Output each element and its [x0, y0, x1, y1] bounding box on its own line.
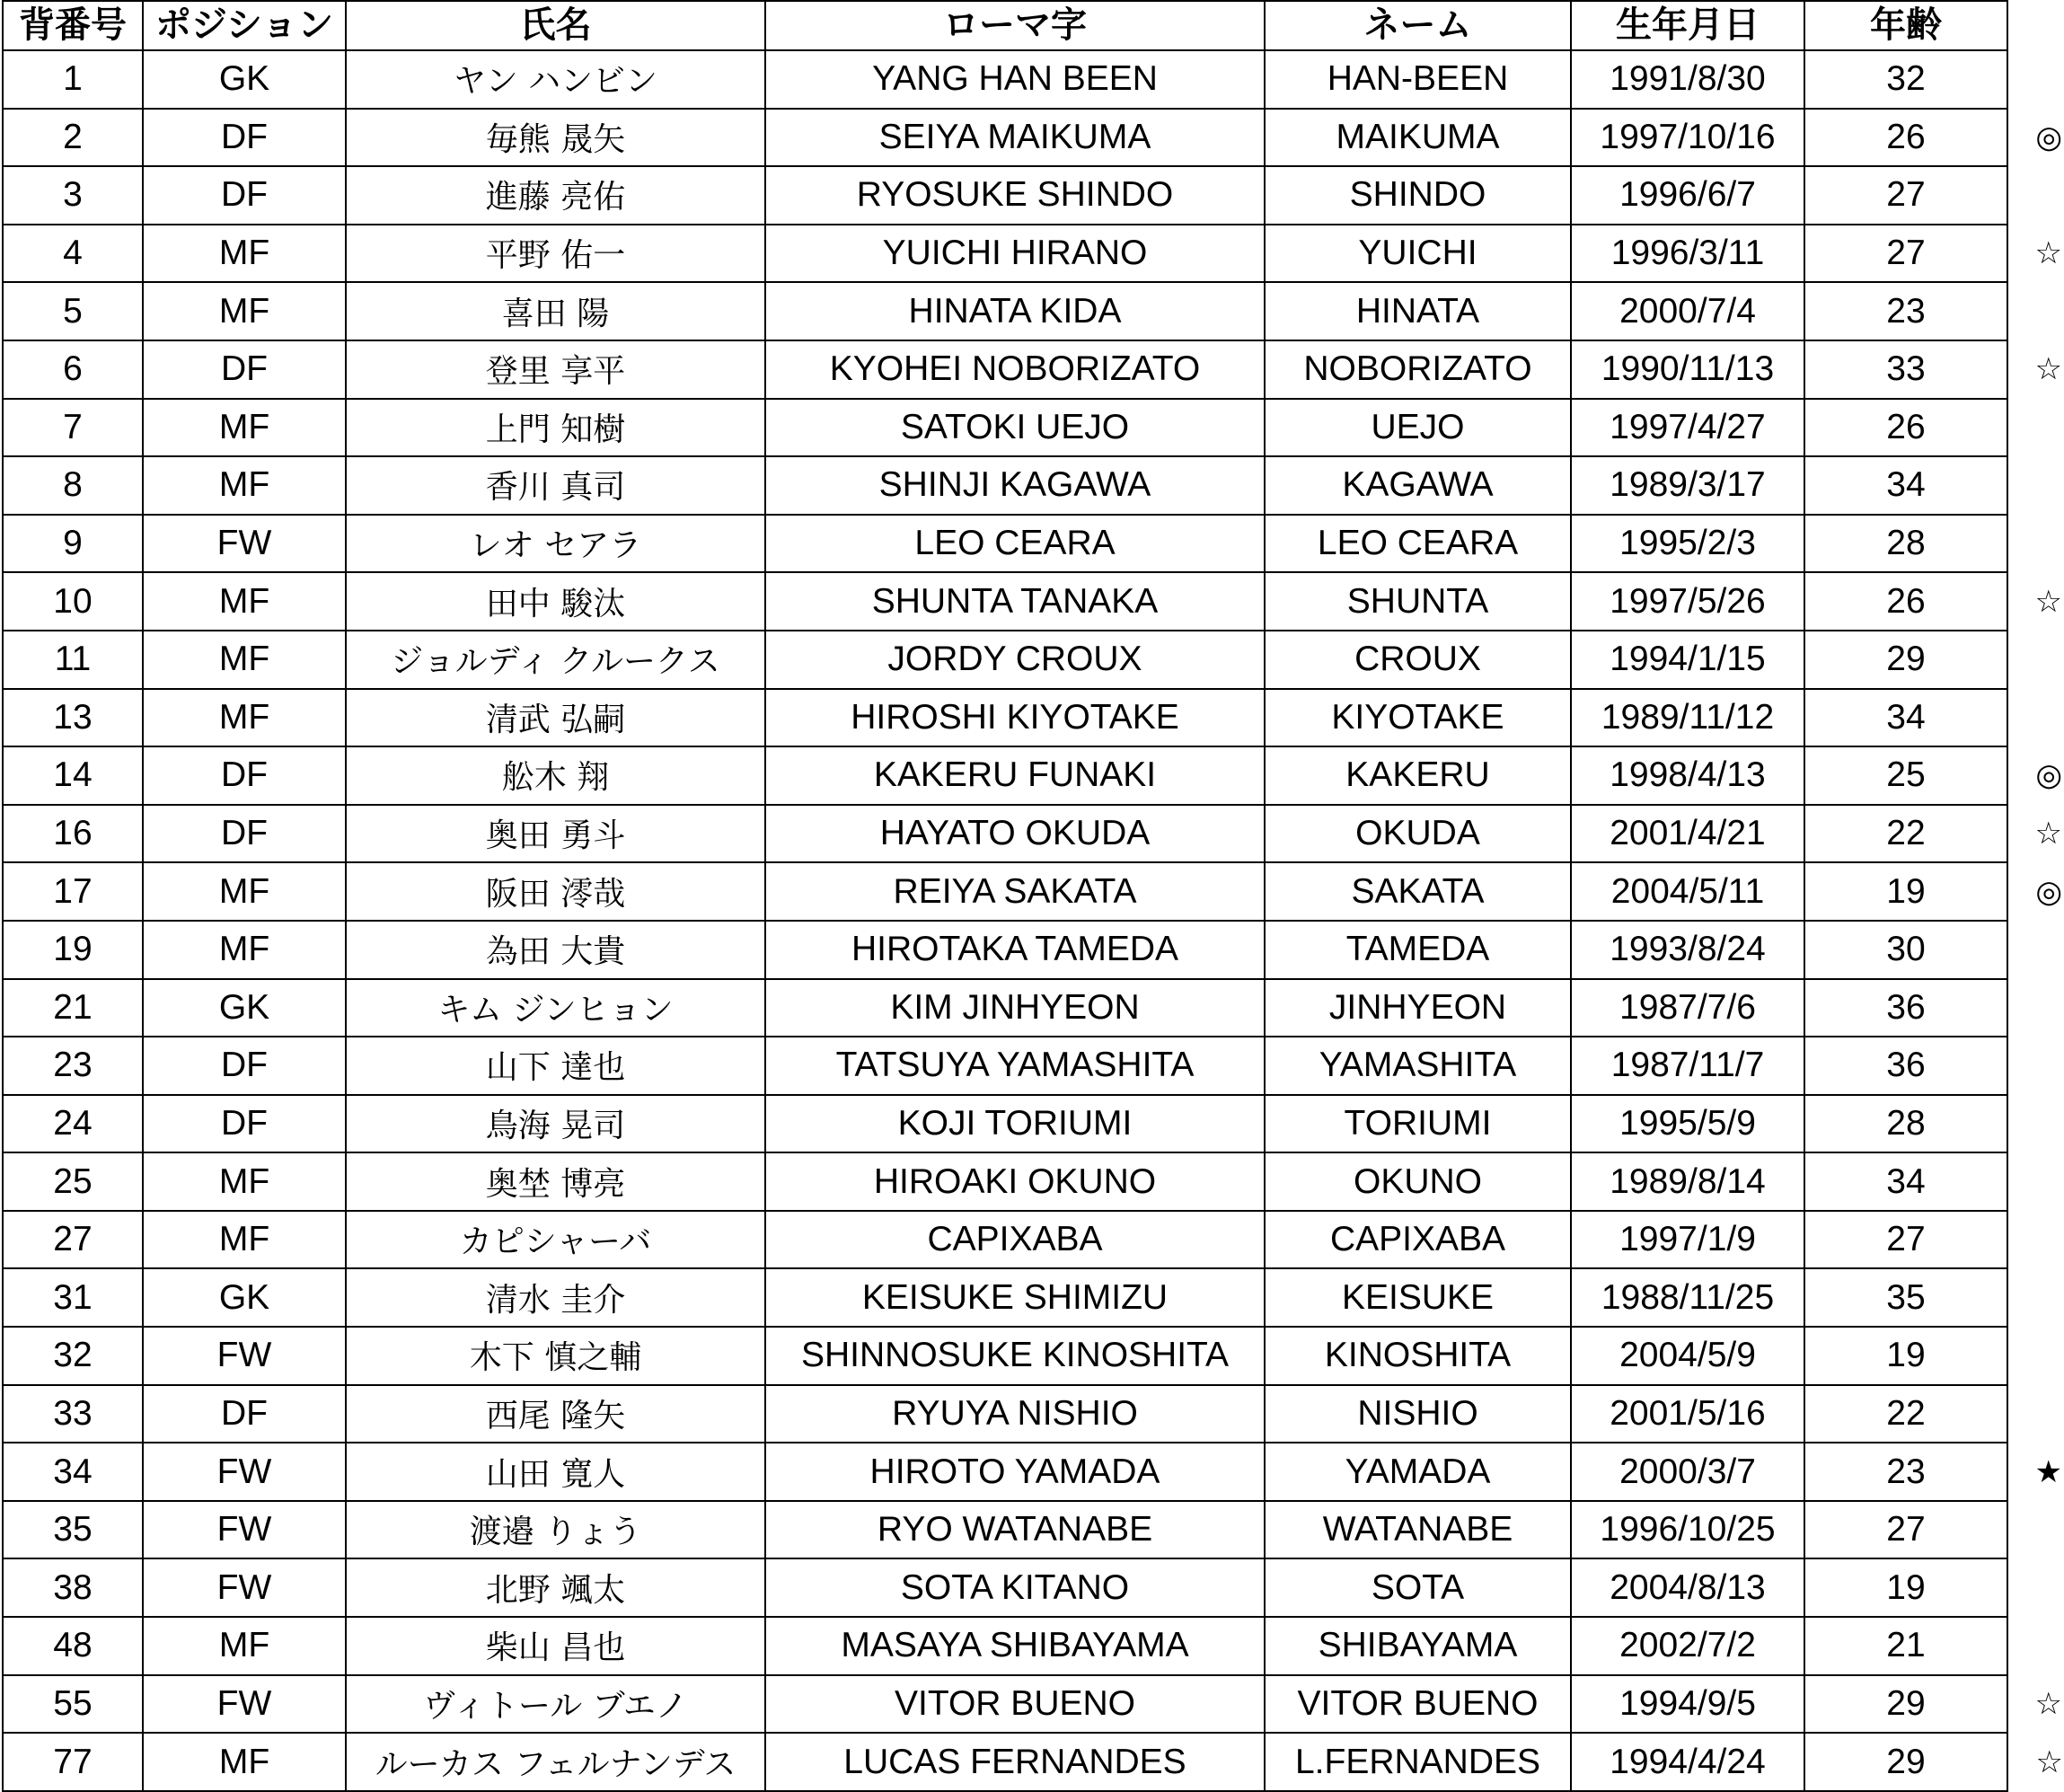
player-position: MF [143, 399, 346, 457]
player-nickname: TAMEDA [1265, 921, 1571, 979]
player-number: 11 [3, 631, 143, 689]
table-row [3, 515, 2063, 573]
player-number: 13 [3, 689, 143, 747]
player-roman-name: HIROTO YAMADA [765, 1443, 1265, 1501]
player-number: 33 [3, 1385, 143, 1443]
player-position: MF [143, 862, 346, 921]
table-row [3, 746, 2063, 805]
player-marker [2007, 1211, 2063, 1269]
player-age: 28 [1804, 1095, 2007, 1153]
player-birthdate: 1988/11/25 [1571, 1268, 1804, 1327]
player-marker [2007, 1152, 2063, 1211]
header-age: 年齢 [1804, 1, 2007, 50]
player-number: 38 [3, 1558, 143, 1617]
table-row [3, 1617, 2063, 1675]
player-nickname: KINOSHITA [1265, 1327, 1571, 1385]
player-name: キム ジンヒョン [346, 979, 765, 1037]
table-row [3, 1558, 2063, 1617]
player-birthdate: 1991/8/30 [1571, 50, 1804, 109]
player-birthdate: 1994/4/24 [1571, 1733, 1804, 1791]
player-name: 山下 達也 [346, 1037, 765, 1095]
player-number: 5 [3, 282, 143, 340]
player-marker: ☆ [2034, 235, 2062, 272]
player-nickname: TORIUMI [1265, 1095, 1571, 1153]
player-nickname: CROUX [1265, 631, 1571, 689]
table-row [3, 1385, 2063, 1443]
player-position: GK [143, 1268, 346, 1327]
player-roman-name: VITOR BUENO [765, 1675, 1265, 1734]
player-age: 29 [1804, 1675, 2007, 1734]
player-age: 35 [1804, 1268, 2007, 1327]
player-birthdate: 1995/5/9 [1571, 1095, 1804, 1153]
player-marker: ☆ [2034, 583, 2062, 620]
player-marker: ★ [2034, 1453, 2062, 1490]
player-roman-name: LUCAS FERNANDES [765, 1733, 1265, 1791]
player-roman-name: HIROAKI OKUNO [765, 1152, 1265, 1211]
player-number: 21 [3, 979, 143, 1037]
player-position: DF [143, 1095, 346, 1153]
player-roman-name: RYOSUKE SHINDO [765, 166, 1265, 225]
player-age: 21 [1804, 1617, 2007, 1675]
player-name: 奥埜 博亮 [346, 1152, 765, 1211]
roster-table [2, 0, 2064, 1792]
player-roman-name: SATOKI UEJO [765, 399, 1265, 457]
player-nickname: YAMADA [1265, 1443, 1571, 1501]
player-age: 36 [1804, 1037, 2007, 1095]
player-name: 喜田 陽 [346, 282, 765, 340]
player-age: 23 [1804, 1443, 2007, 1501]
player-position: GK [143, 50, 346, 109]
player-number: 35 [3, 1501, 143, 1559]
player-name: 上門 知樹 [346, 399, 765, 457]
player-birthdate: 2004/5/11 [1571, 862, 1804, 921]
player-roman-name: JORDY CROUX [765, 631, 1265, 689]
table-row [3, 1443, 2063, 1501]
player-birthdate: 1989/11/12 [1571, 689, 1804, 747]
table-row [3, 166, 2063, 225]
player-age: 25 [1804, 746, 2007, 805]
player-roman-name: REIYA SAKATA [765, 862, 1265, 921]
player-roman-name: SHINJI KAGAWA [765, 456, 1265, 515]
player-marker [2007, 399, 2063, 457]
table-row [3, 1501, 2063, 1559]
player-nickname: CAPIXABA [1265, 1211, 1571, 1269]
player-position: DF [143, 109, 346, 167]
player-name: ヤン ハンビン [346, 50, 765, 109]
table-row [3, 572, 2063, 631]
player-birthdate: 1993/8/24 [1571, 921, 1804, 979]
player-age: 29 [1804, 631, 2007, 689]
player-position: GK [143, 979, 346, 1037]
player-nickname: KEISUKE [1265, 1268, 1571, 1327]
player-name: 平野 佑一 [346, 225, 765, 283]
player-roman-name: SOTA KITANO [765, 1558, 1265, 1617]
player-marker: ☆ [2035, 1743, 2063, 1780]
player-position: DF [143, 340, 346, 399]
player-age: 36 [1804, 979, 2007, 1037]
player-marker [2007, 166, 2063, 225]
player-roman-name: LEO CEARA [765, 515, 1265, 573]
player-age: 27 [1804, 1211, 2007, 1269]
header-marker-spacer [2007, 1, 2063, 50]
player-age: 22 [1804, 805, 2007, 863]
player-nickname: SOTA [1265, 1558, 1571, 1617]
player-marker [2007, 1095, 2063, 1153]
player-number: 34 [3, 1443, 143, 1501]
table-row [3, 282, 2063, 340]
player-position: FW [143, 1675, 346, 1734]
player-position: FW [143, 1327, 346, 1385]
player-age: 19 [1804, 1327, 2007, 1385]
player-birthdate: 1989/8/14 [1571, 1152, 1804, 1211]
player-name: レオ セアラ [346, 515, 765, 573]
player-position: FW [143, 1501, 346, 1559]
header-number: 背番号 [3, 1, 143, 50]
player-position: MF [143, 282, 346, 340]
player-age: 27 [1804, 166, 2007, 225]
player-name: 柴山 昌也 [346, 1617, 765, 1675]
table-row [3, 1037, 2063, 1095]
player-name: 進藤 亮佑 [346, 166, 765, 225]
player-nickname: SAKATA [1265, 862, 1571, 921]
player-roman-name: KAKERU FUNAKI [765, 746, 1265, 805]
table-row [3, 1268, 2063, 1327]
player-nickname: KAKERU [1265, 746, 1571, 805]
player-birthdate: 1987/11/7 [1571, 1037, 1804, 1095]
player-name: ヴィトール ブエノ [346, 1675, 765, 1734]
player-age: 34 [1804, 456, 2007, 515]
player-marker: ◎ [2035, 119, 2062, 155]
player-roman-name: RYUYA NISHIO [765, 1385, 1265, 1443]
player-birthdate: 2004/5/9 [1571, 1327, 1804, 1385]
player-name: 為田 大貴 [346, 921, 765, 979]
player-age: 34 [1804, 1152, 2007, 1211]
player-birthdate: 1996/6/7 [1571, 166, 1804, 225]
player-roman-name: YUICHI HIRANO [765, 225, 1265, 283]
player-roman-name: KIM JINHYEON [765, 979, 1265, 1037]
player-birthdate: 1996/3/11 [1571, 225, 1804, 283]
roster-body [3, 50, 2063, 1791]
player-name: 清武 弘嗣 [346, 689, 765, 747]
player-marker [2007, 1037, 2063, 1095]
player-age: 33 [1804, 340, 2007, 399]
player-name: カピシャーバ [346, 1211, 765, 1269]
player-name: 北野 颯太 [346, 1558, 765, 1617]
player-birthdate: 1997/1/9 [1571, 1211, 1804, 1269]
player-roman-name: SHUNTA TANAKA [765, 572, 1265, 631]
player-marker [2007, 1617, 2063, 1675]
player-nickname: MAIKUMA [1265, 109, 1571, 167]
player-position: MF [143, 689, 346, 747]
player-number: 48 [3, 1617, 143, 1675]
player-age: 26 [1804, 109, 2007, 167]
player-marker [2007, 689, 2063, 747]
player-nickname: OKUNO [1265, 1152, 1571, 1211]
player-nickname: LEO CEARA [1265, 515, 1571, 573]
player-roman-name: KEISUKE SHIMIZU [765, 1268, 1265, 1327]
player-name: 西尾 隆矢 [346, 1385, 765, 1443]
player-name: 山田 寛人 [346, 1443, 765, 1501]
player-nickname: JINHYEON [1265, 979, 1571, 1037]
table-row [3, 399, 2063, 457]
player-birthdate: 2001/5/16 [1571, 1385, 1804, 1443]
player-nickname: SHIBAYAMA [1265, 1617, 1571, 1675]
player-birthdate: 1997/4/27 [1571, 399, 1804, 457]
player-nickname: NISHIO [1265, 1385, 1571, 1443]
table-row [3, 1675, 2063, 1734]
player-name: 香川 真司 [346, 456, 765, 515]
player-nickname: KAGAWA [1265, 456, 1571, 515]
player-nickname: VITOR BUENO [1265, 1675, 1571, 1734]
player-age: 27 [1804, 225, 2007, 283]
player-number: 17 [3, 862, 143, 921]
player-roman-name: SEIYA MAIKUMA [765, 109, 1265, 167]
player-birthdate: 1989/3/17 [1571, 456, 1804, 515]
table-row [3, 689, 2063, 747]
player-marker [2007, 1327, 2063, 1385]
player-marker [2007, 1501, 2063, 1559]
header-position: ポジション [143, 1, 346, 50]
table-row [3, 1095, 2063, 1153]
player-age: 30 [1804, 921, 2007, 979]
player-position: MF [143, 1733, 346, 1791]
player-nickname: NOBORIZATO [1265, 340, 1571, 399]
player-number: 32 [3, 1327, 143, 1385]
player-position: DF [143, 1385, 346, 1443]
table-row [3, 50, 2063, 109]
table-row [3, 1152, 2063, 1211]
player-roman-name: HAYATO OKUDA [765, 805, 1265, 863]
player-number: 6 [3, 340, 143, 399]
player-number: 16 [3, 805, 143, 863]
table-row [3, 921, 2063, 979]
player-position: FW [143, 1443, 346, 1501]
player-position: FW [143, 515, 346, 573]
player-roman-name: KOJI TORIUMI [765, 1095, 1265, 1153]
player-nickname: SHUNTA [1265, 572, 1571, 631]
player-name: 阪田 澪哉 [346, 862, 765, 921]
player-name: 渡邉 りょう [346, 1501, 765, 1559]
player-marker [2007, 282, 2063, 340]
player-birthdate: 1996/10/25 [1571, 1501, 1804, 1559]
player-birthdate: 1990/11/13 [1571, 340, 1804, 399]
table-row [3, 805, 2063, 863]
player-position: MF [143, 1152, 346, 1211]
player-position: MF [143, 456, 346, 515]
table-row [3, 1327, 2063, 1385]
player-birthdate: 1994/1/15 [1571, 631, 1804, 689]
player-roman-name: HINATA KIDA [765, 282, 1265, 340]
player-marker [2007, 1268, 2063, 1327]
player-number: 10 [3, 572, 143, 631]
player-position: DF [143, 1037, 346, 1095]
player-marker [2007, 50, 2063, 109]
table-row [3, 456, 2063, 515]
player-age: 26 [1804, 399, 2007, 457]
player-age: 28 [1804, 515, 2007, 573]
player-birthdate: 2000/7/4 [1571, 282, 1804, 340]
player-birthdate: 2004/8/13 [1571, 1558, 1804, 1617]
player-name: 奥田 勇斗 [346, 805, 765, 863]
player-age: 19 [1804, 1558, 2007, 1617]
player-nickname: HAN-BEEN [1265, 50, 1571, 109]
player-number: 27 [3, 1211, 143, 1269]
player-number: 7 [3, 399, 143, 457]
table-row [3, 225, 2063, 283]
player-age: 34 [1804, 689, 2007, 747]
player-name: 舩木 翔 [346, 746, 765, 805]
player-position: MF [143, 921, 346, 979]
player-age: 23 [1804, 282, 2007, 340]
player-age: 29 [1804, 1733, 2007, 1791]
header-roman: ローマ字 [765, 1, 1265, 50]
player-marker [2007, 631, 2063, 689]
player-number: 19 [3, 921, 143, 979]
player-birthdate: 2002/7/2 [1571, 1617, 1804, 1675]
player-marker [2007, 921, 2063, 979]
player-age: 19 [1804, 862, 2007, 921]
player-roman-name: MASAYA SHIBAYAMA [765, 1617, 1265, 1675]
header-birthdate: 生年月日 [1571, 1, 1804, 50]
player-nickname: YAMASHITA [1265, 1037, 1571, 1095]
player-number: 4 [3, 225, 143, 283]
player-position: DF [143, 166, 346, 225]
player-marker [2007, 1385, 2063, 1443]
player-birthdate: 1998/4/13 [1571, 746, 1804, 805]
player-birthdate: 2001/4/21 [1571, 805, 1804, 863]
player-name: 毎熊 晟矢 [346, 109, 765, 167]
player-birthdate: 1987/7/6 [1571, 979, 1804, 1037]
player-position: MF [143, 225, 346, 283]
player-number: 14 [3, 746, 143, 805]
player-marker: ☆ [2034, 816, 2062, 852]
player-age: 26 [1804, 572, 2007, 631]
player-nickname: HINATA [1265, 282, 1571, 340]
header-nickname: ネーム [1265, 1, 1571, 50]
player-name: 木下 慎之輔 [346, 1327, 765, 1385]
table-row [3, 862, 2063, 921]
player-marker [2007, 515, 2063, 573]
player-number: 77 [3, 1733, 143, 1791]
player-marker [2007, 456, 2063, 515]
player-roman-name: HIROSHI KIYOTAKE [765, 689, 1265, 747]
table-row [3, 1733, 2063, 1791]
player-birthdate: 1994/9/5 [1571, 1675, 1804, 1734]
player-birthdate: 1997/10/16 [1571, 109, 1804, 167]
player-marker [2007, 979, 2063, 1037]
player-position: DF [143, 746, 346, 805]
player-name: 清水 圭介 [346, 1268, 765, 1327]
player-roman-name: HIROTAKA TAMEDA [765, 921, 1265, 979]
player-roman-name: CAPIXABA [765, 1211, 1265, 1269]
player-name: 登里 享平 [346, 340, 765, 399]
player-roman-name: RYO WATANABE [765, 1501, 1265, 1559]
player-nickname: OKUDA [1265, 805, 1571, 863]
player-birthdate: 2000/3/7 [1571, 1443, 1804, 1501]
table-row [3, 1211, 2063, 1269]
player-roman-name: KYOHEI NOBORIZATO [765, 340, 1265, 399]
player-position: MF [143, 572, 346, 631]
player-name: ジョルディ クルークス [346, 631, 765, 689]
player-marker: ◎ [2035, 873, 2062, 910]
header-row [3, 1, 2063, 50]
table-row [3, 340, 2063, 399]
player-nickname: KIYOTAKE [1265, 689, 1571, 747]
player-nickname: YUICHI [1265, 225, 1571, 283]
table-row [3, 979, 2063, 1037]
player-position: DF [143, 805, 346, 863]
player-birthdate: 1995/2/3 [1571, 515, 1804, 573]
player-age: 22 [1804, 1385, 2007, 1443]
header-name: 氏名 [346, 1, 765, 50]
player-birthdate: 1997/5/26 [1571, 572, 1804, 631]
player-position: MF [143, 631, 346, 689]
player-number: 2 [3, 109, 143, 167]
player-name: 鳥海 晃司 [346, 1095, 765, 1153]
player-age: 27 [1804, 1501, 2007, 1559]
player-marker [2007, 1558, 2063, 1617]
player-roman-name: SHINNOSUKE KINOSHITA [765, 1327, 1265, 1385]
player-nickname: UEJO [1265, 399, 1571, 457]
player-position: FW [143, 1558, 346, 1617]
player-number: 55 [3, 1675, 143, 1734]
player-marker: ☆ [2034, 1685, 2062, 1722]
player-nickname: SHINDO [1265, 166, 1571, 225]
player-roman-name: YANG HAN BEEN [765, 50, 1265, 109]
player-marker: ☆ [2034, 351, 2062, 388]
player-name: 田中 駿汰 [346, 572, 765, 631]
player-position: MF [143, 1211, 346, 1269]
player-age: 32 [1804, 50, 2007, 109]
player-number: 25 [3, 1152, 143, 1211]
player-number: 1 [3, 50, 143, 109]
player-position: MF [143, 1617, 346, 1675]
player-nickname: L.FERNANDES [1265, 1733, 1571, 1791]
table-row [3, 109, 2063, 167]
player-number: 23 [3, 1037, 143, 1095]
player-nickname: WATANABE [1265, 1501, 1571, 1559]
player-marker: ◎ [2035, 757, 2062, 794]
player-number: 8 [3, 456, 143, 515]
table-row [3, 631, 2063, 689]
player-number: 9 [3, 515, 143, 573]
player-roman-name: TATSUYA YAMASHITA [765, 1037, 1265, 1095]
player-name: ルーカス フェルナンデス [346, 1733, 765, 1791]
player-number: 24 [3, 1095, 143, 1153]
player-number: 3 [3, 166, 143, 225]
player-number: 31 [3, 1268, 143, 1327]
